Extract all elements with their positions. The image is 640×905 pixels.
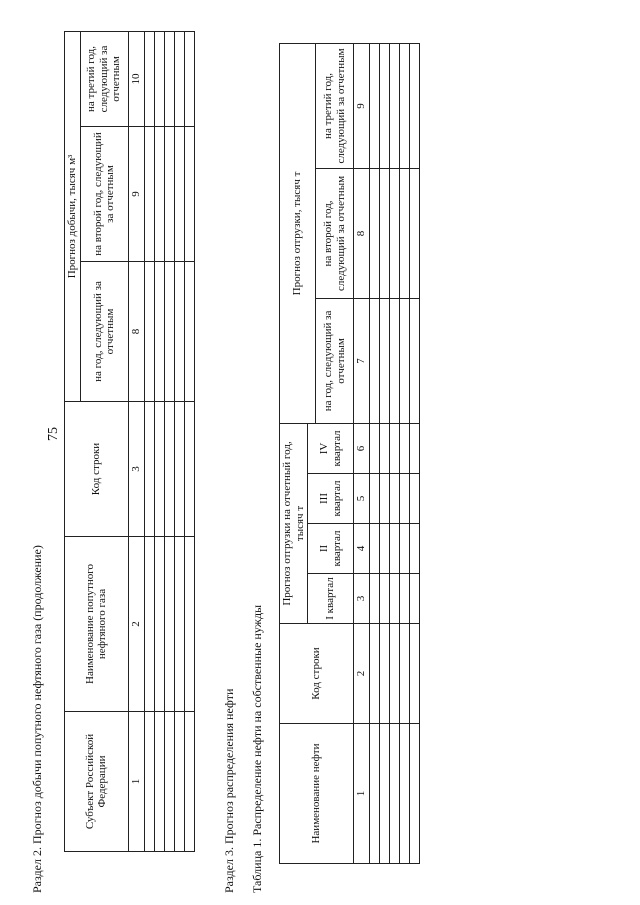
table-row xyxy=(380,43,390,863)
col-number: 1 xyxy=(354,724,370,864)
col-header-year1: на год, следующий за отчетным xyxy=(316,298,354,423)
page-number: 75 xyxy=(46,427,61,441)
table-row xyxy=(390,43,400,863)
column-number-row xyxy=(128,31,144,851)
table-header-row xyxy=(280,43,308,863)
column-number-row xyxy=(354,43,370,863)
col-number: 8 xyxy=(354,168,370,298)
col-header-gas-name: Наименование попутного нефтяного газа xyxy=(65,537,129,712)
col-header-year2: на второй год, следующий за отчетным xyxy=(316,168,354,298)
col-header-oil-name: Наименование нефти xyxy=(280,724,354,864)
table-row xyxy=(174,31,184,851)
col-header-ship-current: Прогноз отгрузки на отчетный год, тысяч т xyxy=(280,423,308,623)
col-header-q3: III квартал xyxy=(308,474,354,524)
col-header-year1: на год, следующий за отчетным xyxy=(80,262,128,402)
col-header-ship-future: Прогноз отгрузки, тысяч т xyxy=(280,43,316,423)
table-row xyxy=(154,31,164,851)
col-header-q4: IV квартал xyxy=(308,423,354,473)
col-header-year2: на второй год, следующий за отчетным xyxy=(80,127,128,262)
col-header-forecast: Прогноз добычи, тысяч м³ xyxy=(65,31,81,401)
col-header-subject: Субъект Российской Федерации xyxy=(65,712,129,852)
table-row xyxy=(184,31,194,851)
col-number: 3 xyxy=(354,574,370,624)
section3-title: Раздел 3. Прогноз распределения нефти xyxy=(222,688,236,893)
col-header-row-code: Код строки xyxy=(65,402,129,537)
table-row xyxy=(400,43,410,863)
col-header-q1: I квартал xyxy=(308,574,354,624)
section2-title: Раздел 2. Прогноз добычи попутного нефтяного газа (продолжение) xyxy=(30,545,44,893)
col-number: 3 xyxy=(128,402,144,537)
table-header-row xyxy=(65,31,81,851)
col-header-year3: на третий год, следующий за отчетным xyxy=(80,31,128,126)
col-number: 7 xyxy=(354,298,370,423)
table-row xyxy=(144,31,154,851)
col-header-year3: на третий год, следующий за отчетным xyxy=(316,43,354,168)
col-number: 4 xyxy=(354,524,370,574)
col-header-row-code: Код строки xyxy=(280,624,354,724)
col-number: 6 xyxy=(354,423,370,473)
col-number: 5 xyxy=(354,474,370,524)
col-header-q2: II квартал xyxy=(308,524,354,574)
oil-distribution-table xyxy=(279,44,429,864)
gas-forecast-table xyxy=(64,32,194,852)
table2-caption: Таблица 1. Распределение нефти на собственные нужды xyxy=(250,604,264,893)
table-row xyxy=(410,43,420,863)
col-number: 8 xyxy=(128,262,144,402)
col-number: 10 xyxy=(128,31,144,126)
col-number: 2 xyxy=(128,537,144,712)
table-row xyxy=(164,31,174,851)
col-number: 2 xyxy=(354,624,370,724)
table-row xyxy=(370,43,380,863)
col-number: 9 xyxy=(354,43,370,168)
col-number: 9 xyxy=(128,127,144,262)
col-number: 1 xyxy=(128,712,144,852)
